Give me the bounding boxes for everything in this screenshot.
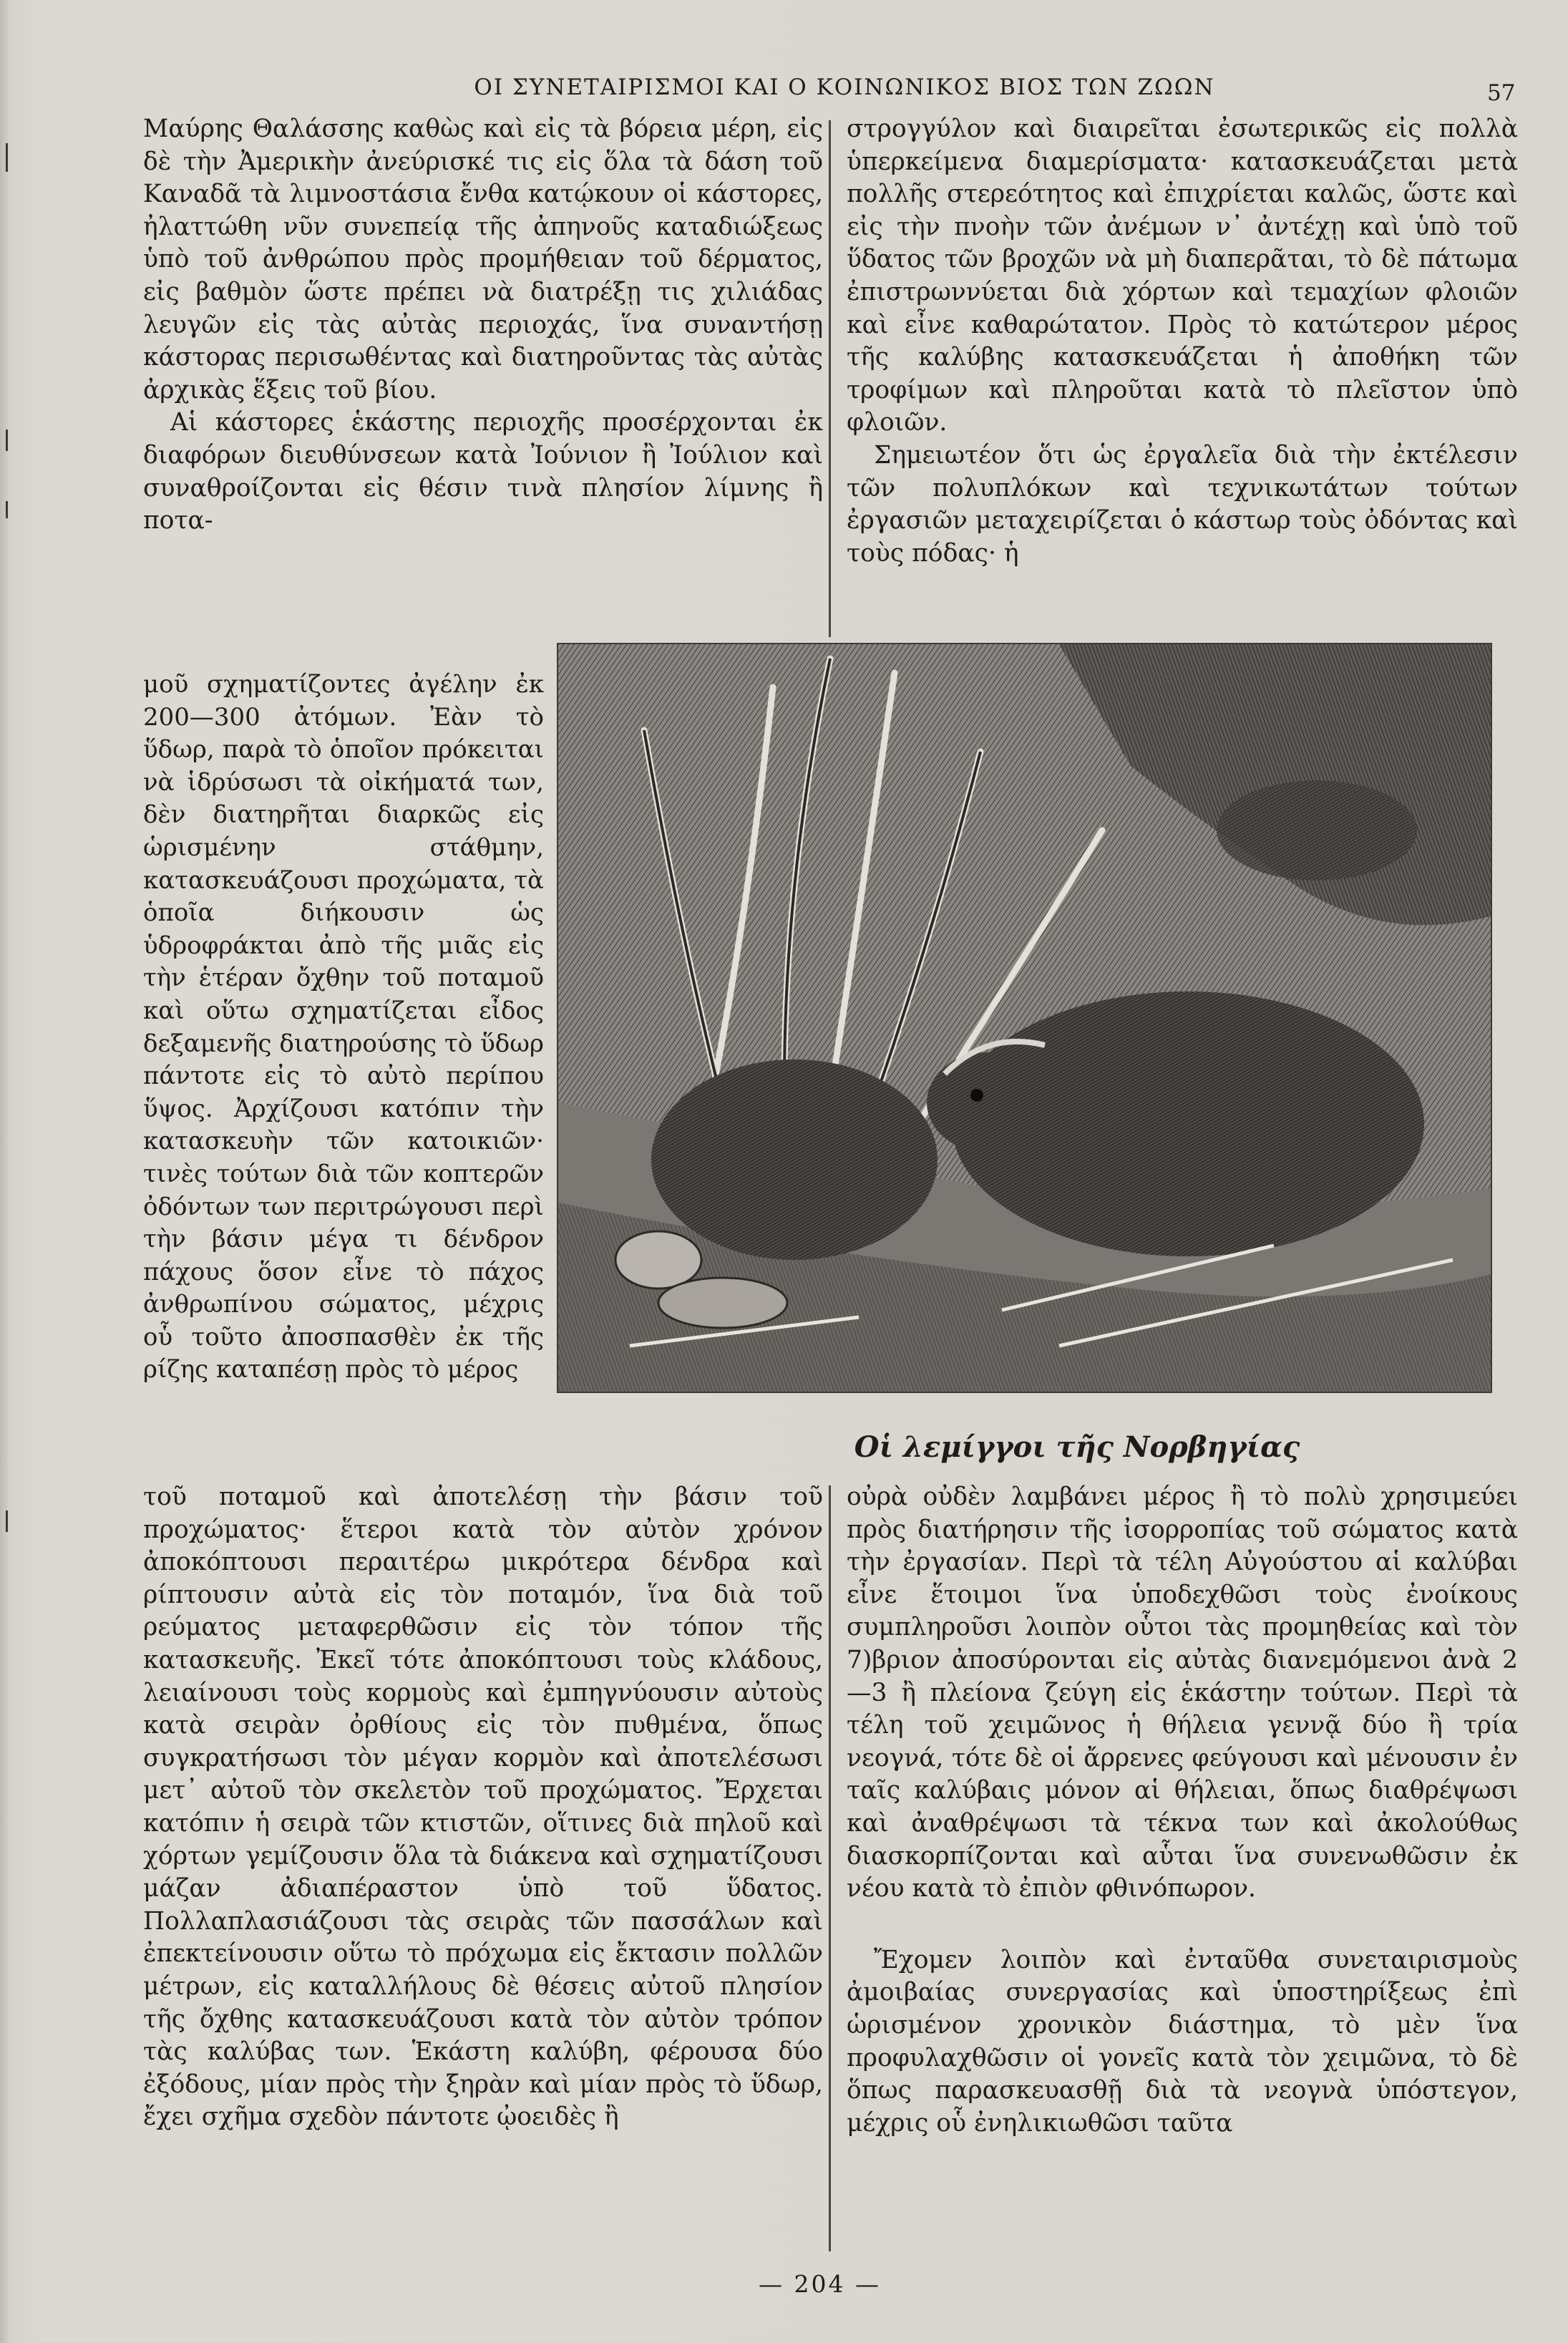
narrow-column <box>143 669 544 1387</box>
bottom-right-column <box>847 1481 1518 2140</box>
running-title: ΟΙ ΣΥΝΕΤΑΙΡΙΣΜΟΙ ΚΑΙ Ο ΚΟΙΝΩΝΙΚΟΣ ΒΙΟΣ ΤΩΝ ΖΩΩΝ <box>474 74 1215 100</box>
lemming-eye <box>970 1089 983 1102</box>
left-paragraph-1: Μαύρης Θαλάσσης καθὼς καὶ εἰς τὰ βόρεια μέρη, εἰς δὲ τὴν Ἀμερικὴν ἀνεύρισκέ τις εἰς ὅλα τὰ δάση τοῦ Καναδᾶ τὰ λιμνοστάσια ἔνθα κατῴκουν οἱ κάστορες, ἠλαττώθη νῦν συνεπείᾳ τῆς ἀπηνοῦς καταδιώξεως ὑπὸ τοῦ ἀνθρώπου πρὸς προμήθειαν τοῦ δέρματος, εἰς βαθμὸν ὥστε πρέπει νὰ διατρέξῃ τις χιλιάδας λευγῶν εἰς τὰς αὐτὰς περιοχάς, ἵνα συναντήσῃ κάστορας περισωθέντας καὶ διατηροῦντας τὰς αὐτὰς ἀρχικὰς ἕξεις τοῦ βίου. <box>143 115 823 404</box>
right-paragraph-1: στρογγύλον καὶ διαιρεῖται ἐσωτερικῶς εἰς πολλὰ ὑπερκείμενα διαμερίσματα· κατασκευάζεται μετὰ πολλῆς στερεότητος καὶ ἐπιχρίεται καλῶς, ὥστε καὶ εἰς τὴν πνοὴν τῶν ἀνέμων ν᾽ ἀντέχῃ καὶ ὑπὸ τοῦ ὕδατος τῶν βροχῶν νὰ μὴ διαπερᾶται, τὸ δὲ πάτωμα ἐπιστρωννύεται διὰ χόρτων καὶ τεμαχίων φλοιῶν καὶ εἶνε καθαρώτατον. Πρὸς τὸ κατώτερον μέρος τῆς καλύβης κατασκευάζεται ἡ ἀποθήκη τῶν τροφίμων καὶ πληροῦται κατὰ τὸ πλεῖστον ὑπὸ φλοιῶν. <box>847 115 1518 437</box>
stone <box>658 1278 787 1328</box>
folio: — 204 — <box>759 2270 881 2298</box>
bottom-left-column <box>143 1481 823 2134</box>
left-column <box>143 113 823 538</box>
stone <box>615 1231 701 1289</box>
bottom-right-paragraph-1: οὐρὰ οὐδὲν λαμβάνει μέρος ἢ τὸ πολὺ χρησιμεύει πρὸς διατήρησιν τῆς ἰσορροπίας τοῦ σώματος κατὰ τὴν ἐργασίαν. Περὶ τὰ τέλη Αὐγούστου αἱ καλύβαι εἶνε ἕτοιμοι ἵνα ὑποδεχθῶσι τοὺς ἐνοίκους συμπληροῦσι λοιπὸν οὗτοι τὰς προμηθείας καὶ τὸν 7)βριον ἀποσύρονται εἰς αὐτὰς διανεμόμενοι ἀνὰ 2—3 ἢ πλείονα ζεύγη εἰς ἑκάστην τούτων. Περὶ τὰ τέλη τοῦ χειμῶνος ἡ θήλεια γεννᾷ δύο ἢ τρία νεογνά, τότε δὲ οἱ ἄρρενες φεύγουσι καὶ μένουσιν ἐν ταῖς καλύβαις μόνον αἱ θήλειαι, ὅπως διαθρέψωσι καὶ ἀναθρέψωσι τὰ τέκνα των καὶ ἀκολούθως διασκορπίζονται καὶ αὗται ἵνα συνενωθῶσιν ἐκ νέου κατὰ τὸ ἐπιὸν φθινόπωρον. <box>847 1483 1518 1903</box>
lemming-distant <box>1217 780 1417 881</box>
spine-mark <box>6 430 8 451</box>
right-column <box>847 113 1518 570</box>
spine-mark <box>6 143 8 172</box>
bottom-left-paragraph: τοῦ ποταμοῦ καὶ ἀποτελέσῃ τὴν βάσιν τοῦ προχώματος· ἕτεροι κατὰ τὸν αὐτὸν χρόνον ἀποκόπτουσι περαιτέρω μικρότερα δένδρα καὶ ρίπτουσιν αὐτὰ εἰς τὸν ποταμόν, ἵνα διὰ τοῦ ρεύματος μεταφερθῶσιν εἰς τὸν τόπον τῆς κατασκευῆς. Ἐκεῖ τότε ἀποκόπτουσι τοὺς κλάδους, λειαίνουσι τοὺς κορμοὺς καὶ ἐμπηγνύουσιν αὐτοὺς κατὰ σειρὰν ὀρθίους εἰς τὸν πυθμένα, ὅπως συγκρατήσωσι τὸν μέγαν κορμὸν καὶ ἀποτελέσωσι μετ᾽ αὐτοῦ τὸν σκελετὸν τοῦ προχώματος. Ἔρχεται κατόπιν ἡ σειρὰ τῶν κτιστῶν, οἵτινες διὰ πηλοῦ καὶ χόρτων γεμίζουσιν ὅλα τὰ διάκενα καὶ σχηματίζουσι μάζαν ἀδιαπέραστον ὑπὸ τοῦ ὕδατος. Πολλαπλασιάζουσι τὰς σειρὰς τῶν πασσάλων καὶ ἐπεκτείνουσιν οὕτω τὸ πρόχωμα εἰς ἔκτασιν πολλῶν μέτρων, εἰς καταλλήλους δὲ θέσεις αὐτοῦ πλησίον τῆς ὄχθης κατασκευάζουσι κατὰ τὸν αὐτὸν τρόπον τὰς καλύβας των. Ἑκάστη καλύβη, φέρουσα δύο ἐξόδους, μίαν πρὸς τὴν ξηρὰν καὶ μίαν πρὸς τὸ ὕδωρ, ἔχει σχῆμα σχεδὸν πάντοτε ᾠοειδὲς ἢ <box>143 1483 823 2132</box>
left-paragraph-2: Αἱ κάστορες ἑκάστης περιοχῆς προσέρχονται ἐκ διαφόρων διευθύνσεων κατὰ Ἰούνιον ἢ Ἰούλιον καὶ συναθροίζονται εἰς θέσιν τινὰ πλησίον λίμνης ἢ ποτα- <box>143 408 823 535</box>
column-divider <box>829 1485 831 2251</box>
lemmings-illustration <box>557 643 1492 1393</box>
page-number: 57 <box>1487 80 1516 106</box>
right-paragraph-2: Σημειωτέον ὅτι ὡς ἐργαλεῖα διὰ τὴν ἐκτέλεσιν τῶν πολυπλόκων καὶ τεχνικωτάτων τούτων ἐργασιῶν μεταχειρίζεται ὁ κάστωρ τοὺς ὀδόντας καὶ τοὺς πόδας· ἡ <box>847 440 1518 568</box>
lemming-small <box>651 1059 938 1260</box>
spine-mark <box>6 501 8 518</box>
lemming-large-head <box>927 1052 1048 1153</box>
bottom-right-paragraph-2: Ἔχομεν λοιπὸν καὶ ἐνταῦθα συνεταιρισμοὺς ἀμοιβαίας συνεργασίας καὶ ὑποστηρίξεως ἐπὶ ὡρισμένον χρονικὸν διάστημα, τὸ μὲν ἵνα προφυλαχθῶσιν οἱ γονεῖς κατὰ τὸν χειμῶνα, τὸ δὲ ὅπως παρασκευασθῇ διὰ τὰ νεογνὰ ὑπόστεγον, μέχρις οὗ ἐνηλικιωθῶσι ταῦτα <box>847 1945 1518 2138</box>
narrow-paragraph: μοῦ σχηματίζοντες ἀγέλην ἐκ 200—300 ἀτόμων. Ἐὰν τὸ ὕδωρ, παρὰ τὸ ὁποῖον πρόκειται νὰ ἱδρύσωσι τὰ οἰκήματά των, δὲν διατηρῆται διαρκῶς εἰς ὡρισμένην στάθμην, κατασκευάζουσι προχώματα, τὰ ὁποῖα διήκουσιν ὡς ὑδροφράκται ἀπὸ τῆς μιᾶς εἰς τὴν ἑτέραν ὄχθην τοῦ ποταμοῦ καὶ οὕτω σχηματίζεται εἶδος δεξαμενῆς διατηρούσης τὸ ὕδωρ πάντοτε εἰς τὸ αὐτὸ περίπου ὕψος. Ἀρχίζουσι κατόπιν τὴν κατασκευὴν τῶν κατοικιῶν· τινὲς τούτων διὰ τῶν κοπτερῶν ὀδόντων των περιτρώγουσι περὶ τὴν βάσιν μέγα τι δένδρον πάχους ὅσον εἶνε τὸ πάχος ἀνθρωπίνου σώματος, μέχρις οὗ τοῦτο ἀποσπασθὲν ἐκ τῆς ρίζης καταπέσῃ πρὸς τὸ μέρος <box>143 670 544 1384</box>
figure-caption: Οἱ λεμίγγοι τῆς Νορβηγίας <box>854 1430 1300 1464</box>
spine-mark <box>6 1510 8 1532</box>
column-divider <box>829 120 831 637</box>
lemmings-engraving <box>558 644 1491 1392</box>
